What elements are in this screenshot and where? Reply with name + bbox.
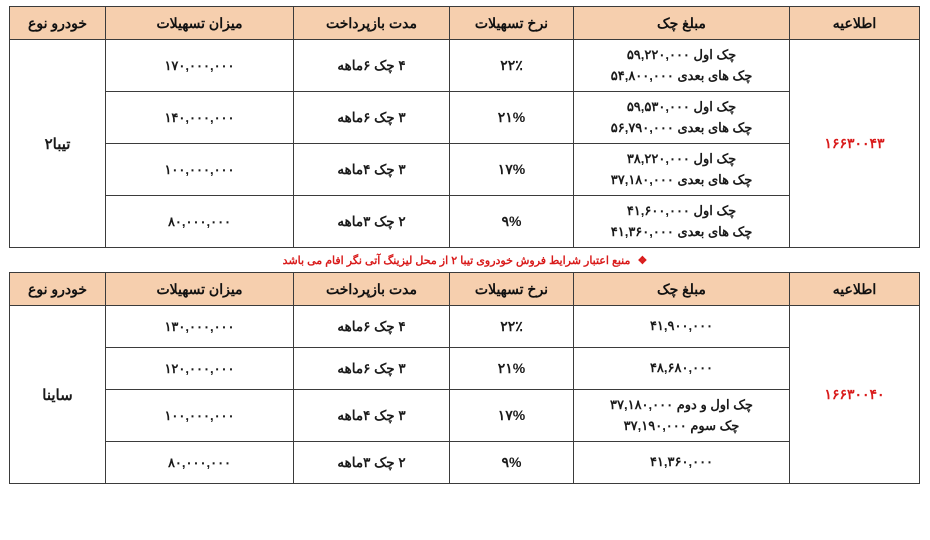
check-line: چک های بعدی ۴۱,۳۶۰,۰۰۰ — [610, 223, 753, 239]
table-row — [10, 348, 920, 390]
table-saina — [9, 272, 920, 484]
duration-value: ۳ چک ۴ماهه — [294, 390, 450, 442]
table-row — [10, 306, 920, 348]
rate-value: ۱۷% — [450, 144, 574, 196]
header-rate: نرخ تسهیلات — [450, 7, 574, 40]
header-duration: مدت بازپرداخت — [294, 273, 450, 306]
duration-value: ۳ چک ۶ماهه — [294, 348, 450, 390]
duration-value: ۴ چک ۶ماهه — [294, 306, 450, 348]
check-line: ۴۸,۶۸۰,۰۰۰ — [649, 360, 714, 376]
vehicle-name: ساینا — [10, 306, 106, 484]
header-amount: میزان تسهیلات — [106, 273, 294, 306]
header-notice: اطلاعیه — [790, 7, 920, 40]
check-line: چک اول ۵۹,۲۲۰,۰۰۰ — [626, 47, 737, 63]
vehicle-name: تیبا۲ — [10, 40, 106, 248]
facility-amount: ۱۰۰,۰۰۰,۰۰۰ — [106, 144, 294, 196]
rate-value: ۹% — [450, 442, 574, 484]
facility-amount: ۱۳۰,۰۰۰,۰۰۰ — [106, 306, 294, 348]
check-line: چک های بعدی ۳۷,۱۸۰,۰۰۰ — [610, 171, 753, 187]
table-row — [10, 442, 920, 484]
duration-value: ۲ چک ۳ماهه — [294, 442, 450, 484]
table-row — [10, 40, 920, 92]
rate-value: ۹% — [450, 196, 574, 248]
notice-number: ۱۶۶۳۰۰۴۳ — [790, 40, 920, 248]
rate-value: ۲۲٪ — [450, 40, 574, 92]
rate-value: ۲۱% — [450, 92, 574, 144]
header-rate: نرخ تسهیلات — [450, 273, 574, 306]
facility-amount: ۱۴۰,۰۰۰,۰۰۰ — [106, 92, 294, 144]
check-line: چک های بعدی ۵۶,۷۹۰,۰۰۰ — [610, 119, 753, 135]
table-header-row — [10, 273, 920, 306]
table-row — [10, 92, 920, 144]
table-row — [10, 196, 920, 248]
rate-value: ۱۷% — [450, 390, 574, 442]
check-line: چک اول و دوم ۳۷,۱۸۰,۰۰۰ — [610, 397, 753, 413]
check-amount — [574, 390, 790, 442]
bullet-icon: ❖ — [637, 255, 648, 267]
check-amount — [574, 92, 790, 144]
table-header-row — [10, 7, 920, 40]
duration-value: ۴ چک ۶ماهه — [294, 40, 450, 92]
check-amount — [574, 442, 790, 484]
check-amount — [574, 40, 790, 92]
check-amount — [574, 348, 790, 390]
duration-value: ۲ چک ۳ماهه — [294, 196, 450, 248]
check-amount — [574, 144, 790, 196]
facility-amount: ۱۷۰,۰۰۰,۰۰۰ — [106, 40, 294, 92]
header-check: مبلغ چک — [574, 273, 790, 306]
notice-number: ۱۶۶۳۰۰۴۰ — [790, 306, 920, 484]
duration-value: ۳ چک ۶ماهه — [294, 92, 450, 144]
header-amount: میزان تسهیلات — [106, 7, 294, 40]
check-amount — [574, 306, 790, 348]
facility-amount: ۱۲۰,۰۰۰,۰۰۰ — [106, 348, 294, 390]
table-row — [10, 144, 920, 196]
header-type: خودرو نوع — [10, 7, 106, 40]
header-check: مبلغ چک — [574, 7, 790, 40]
header-type: خودرو نوع — [10, 273, 106, 306]
check-amount — [574, 196, 790, 248]
check-line: چک اول ۳۸,۲۲۰,۰۰۰ — [626, 151, 737, 167]
check-line: چک سوم ۳۷,۱۹۰,۰۰۰ — [623, 417, 740, 433]
footnote-tiba2 — [10, 248, 920, 272]
check-line: چک های بعدی ۵۴,۸۰۰,۰۰۰ — [610, 67, 753, 83]
facility-amount: ۸۰,۰۰۰,۰۰۰ — [106, 442, 294, 484]
rate-value: ۲۱% — [450, 348, 574, 390]
check-line: ۴۱,۹۰۰,۰۰۰ — [649, 318, 714, 334]
header-notice: اطلاعیه — [790, 273, 920, 306]
duration-value: ۳ چک ۴ماهه — [294, 144, 450, 196]
table-row — [10, 390, 920, 442]
rate-value: ۲۲٪ — [450, 306, 574, 348]
facility-amount: ۸۰,۰۰۰,۰۰۰ — [106, 196, 294, 248]
check-line: چک اول ۴۱,۶۰۰,۰۰۰ — [626, 203, 737, 219]
facility-amount: ۱۰۰,۰۰۰,۰۰۰ — [106, 390, 294, 442]
check-line: چک اول ۵۹,۵۳۰,۰۰۰ — [626, 99, 737, 115]
footnote-text: منبع اعتبار شرایط فروش خودروی تیبا ۲ از محل لیزینگ آتی نگر افام می باشد — [282, 255, 631, 267]
table-tiba2 — [9, 6, 920, 248]
check-line: ۴۱,۳۶۰,۰۰۰ — [649, 454, 714, 470]
header-duration: مدت بازپرداخت — [294, 7, 450, 40]
